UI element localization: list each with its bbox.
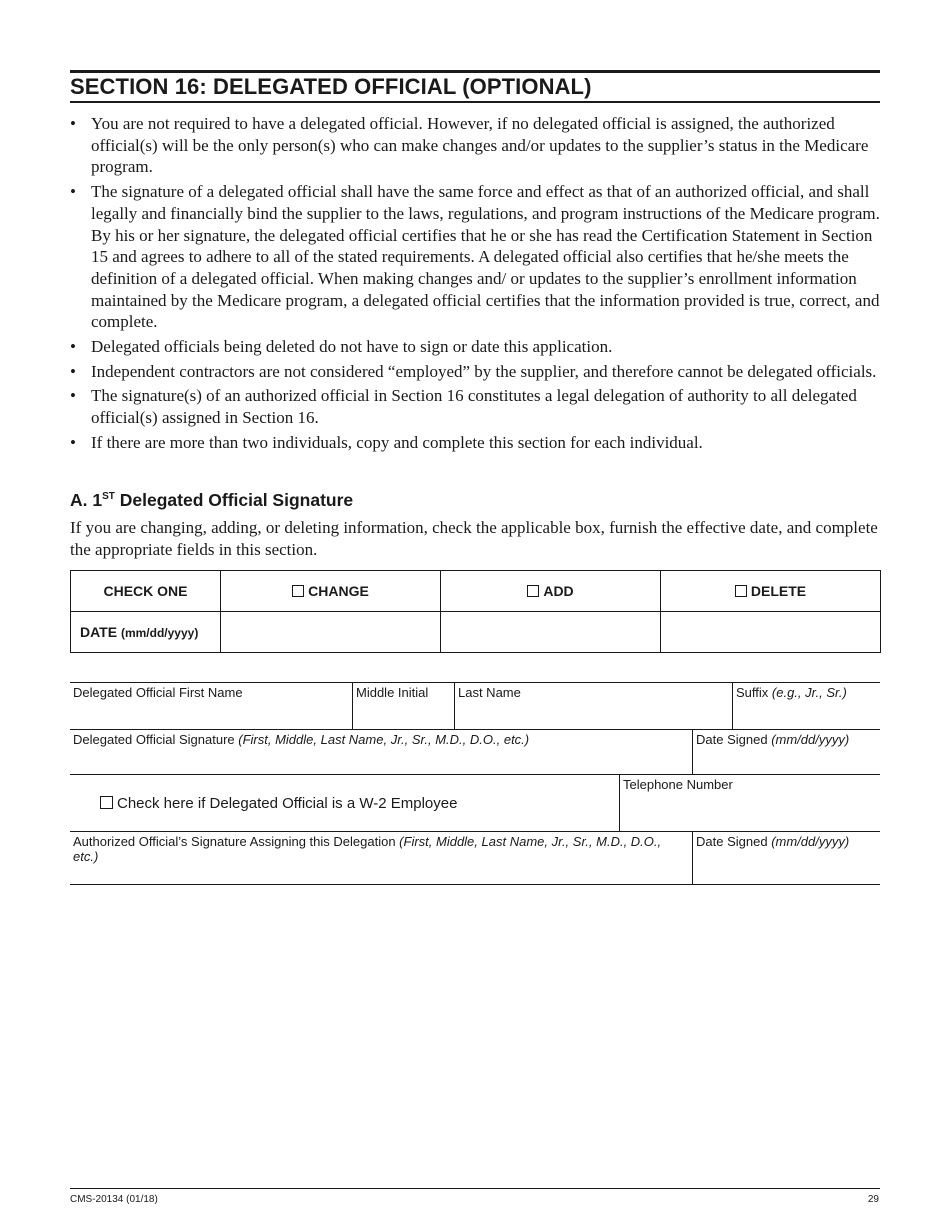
check-one-label: CHECK ONE <box>71 571 221 612</box>
date-signed-hint: (mm/dd/yyyy) <box>771 732 850 747</box>
date-signed-field[interactable] <box>692 730 880 774</box>
delegated-official-form <box>70 682 880 885</box>
delegated-signature-field[interactable] <box>70 730 693 774</box>
subsection-heading-prefix: A. 1 <box>70 490 103 510</box>
list-item <box>70 336 880 358</box>
last-name-label: Last Name <box>458 685 521 700</box>
list-item-text: Independent contractors are not considered “employed” by the supplier, and therefore cannot be delegated officials. <box>91 361 877 381</box>
authorized-date-signed-label: Date Signed <box>696 834 768 849</box>
authorized-signature-label: Authorized Official’s Signature Assigning this Delegation <box>73 834 396 849</box>
employment-row <box>70 775 880 832</box>
last-name-field[interactable] <box>454 683 733 729</box>
bullet-icon: • <box>70 386 76 406</box>
authorized-date-signed-field[interactable] <box>692 832 880 884</box>
delete-checkbox[interactable] <box>661 571 881 612</box>
date-format-hint: (mm/dd/yyyy) <box>120 626 199 640</box>
delete-label: DELETE <box>750 583 807 599</box>
bullet-icon: • <box>70 432 76 452</box>
suffix-field[interactable] <box>732 683 880 729</box>
suffix-hint: (e.g., Jr., Sr.) <box>771 685 847 700</box>
w2-cell <box>70 775 620 831</box>
middle-initial-field[interactable] <box>352 683 454 729</box>
signature-label: Delegated Official Signature <box>73 732 235 747</box>
checkbox-icon[interactable] <box>100 796 113 809</box>
section-title-underline <box>70 101 880 103</box>
list-item <box>70 385 880 428</box>
change-checkbox[interactable] <box>221 571 441 612</box>
authorized-date-signed-hint: (mm/dd/yyyy) <box>771 834 850 849</box>
authorization-row <box>70 832 880 885</box>
date-label <box>71 612 221 653</box>
list-item <box>70 361 880 383</box>
list-item <box>70 181 880 333</box>
date-label-text: DATE <box>80 624 118 640</box>
list-item-text: Delegated officials being deleted do not have to sign or date this application. <box>91 337 613 357</box>
list-item-text: If there are more than two individuals, copy and complete this section for each individual. <box>91 432 703 452</box>
delete-date-field[interactable] <box>661 612 881 653</box>
authorized-signature-hint: (First, Middle, Last Name, Jr., Sr., M.D., D.O., etc.) <box>73 834 662 864</box>
page-number: 29 <box>867 1194 879 1205</box>
list-item-text: You are not required to have a delegated official. However, if no delegated official is assigned, the authorized official(s) will be the only person(s) who can make changes and/or updates to the supplier’s status in the Medicare program. <box>91 114 869 177</box>
checkbox-icon[interactable] <box>292 585 304 597</box>
add-date-field[interactable] <box>441 612 661 653</box>
first-name-label: Delegated Official First Name <box>73 685 243 700</box>
change-label: CHANGE <box>308 583 369 599</box>
checkbox-icon[interactable] <box>527 585 539 597</box>
bullet-icon: • <box>70 337 76 357</box>
subsection-heading <box>70 490 353 511</box>
telephone-field[interactable] <box>619 775 880 831</box>
section-top-rule <box>70 70 880 73</box>
list-item <box>70 432 880 454</box>
name-row <box>70 682 880 730</box>
check-one-table <box>70 570 881 653</box>
first-name-field[interactable] <box>70 683 353 729</box>
form-id: CMS-20134 (01/18) <box>70 1194 158 1205</box>
add-checkbox[interactable] <box>441 571 661 612</box>
footer-rule <box>70 1188 880 1189</box>
authorized-signature-field[interactable] <box>70 832 693 884</box>
telephone-label: Telephone Number <box>623 777 733 792</box>
bullet-icon: • <box>70 114 76 133</box>
instructions-list <box>70 113 880 457</box>
w2-checkbox[interactable] <box>100 795 457 812</box>
list-item <box>70 113 880 178</box>
list-item-text: The signature of a delegated official shall have the same force and effect as that of an authorized official, and shall legally and financially bind the supplier to the laws, regulations, and program instructions of the Medicare program. By his or her signature, the delegated official certifies that he or she has read the Certification Statement in Section 15 and agrees to adhere to all of the stated requirements. A delegated official also certifies that he/she meets the definition of a delegated official. When making changes and/ or updates to the supplier’s enrollment information maintained by the Medicare program, a delegated official certifies that the information provided is true, correct, and complete. <box>91 182 880 332</box>
date-signed-label: Date Signed <box>696 732 768 747</box>
bullet-icon: • <box>70 182 76 202</box>
checkbox-icon[interactable] <box>735 585 747 597</box>
subsection-heading-superscript: ST <box>102 491 115 502</box>
w2-label: Check here if Delegated Official is a W-2 Employee <box>117 795 458 812</box>
subsection-intro: If you are changing, adding, or deleting information, check the applicable box, furnish the effective date, and complete the appropriate fields in this section. <box>70 518 878 559</box>
signature-hint: (First, Middle, Last Name, Jr., Sr., M.D., D.O., etc.) <box>238 732 530 747</box>
subsection-heading-suffix: Delegated Official Signature <box>114 490 354 510</box>
bullet-icon: • <box>70 361 76 381</box>
change-date-field[interactable] <box>221 612 441 653</box>
list-item-text: The signature(s) of an authorized official in Section 16 constitutes a legal delegation of authority to all delegated official(s) assigned in Section 16. <box>91 386 857 428</box>
middle-initial-label: Middle Initial <box>356 685 429 700</box>
add-label: ADD <box>543 583 574 599</box>
suffix-label: Suffix <box>736 685 769 700</box>
section-title: SECTION 16: DELEGATED OFFICIAL (OPTIONAL) <box>70 74 592 99</box>
signature-row <box>70 730 880 775</box>
